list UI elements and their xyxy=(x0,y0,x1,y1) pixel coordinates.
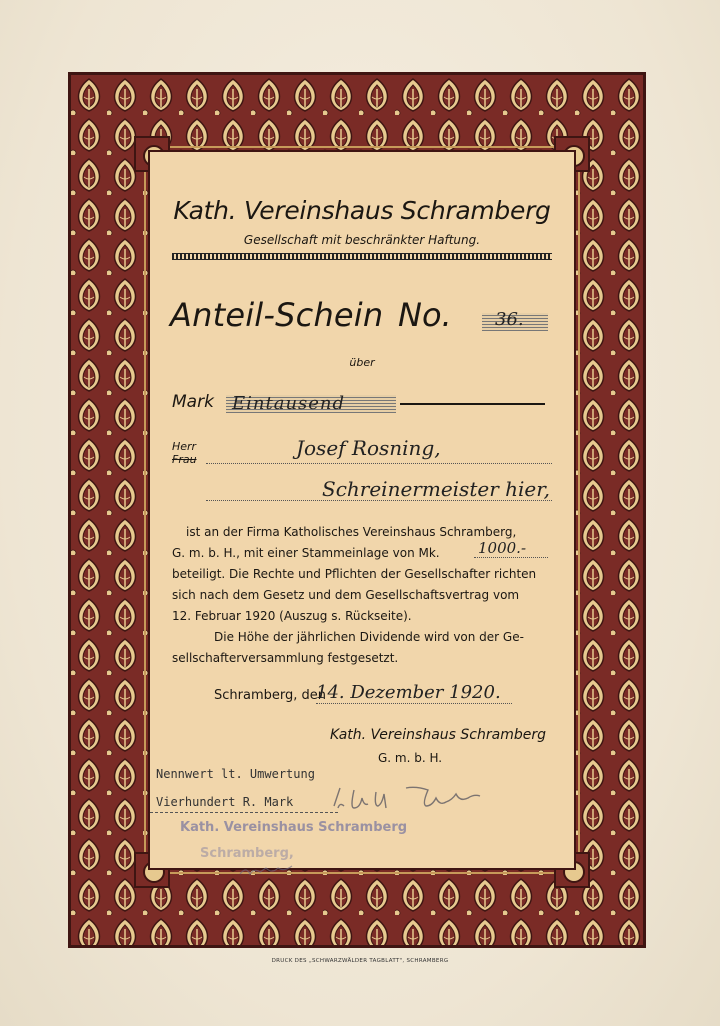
number-label: No. xyxy=(398,296,452,334)
certificate-heading: Anteil-Schein xyxy=(170,296,384,334)
printer-imprint: DRUCK DES „SCHWARZWÄLDER TAGBLATT", SCHRAMBERG xyxy=(271,958,449,964)
certificate-number: 36. xyxy=(495,309,524,330)
title-rule xyxy=(172,253,552,260)
revaluation-rule xyxy=(150,812,338,813)
body-line-5: 12. Februar 1920 (Auszug s. Rückseite). xyxy=(172,609,412,623)
holder-name: Josef Rosning, xyxy=(296,436,441,460)
mark-label: Mark xyxy=(172,392,214,412)
legal-form: Gesellschaft mit beschränkter Haftung. xyxy=(243,233,481,247)
holder-occupation: Schreinermeister hier, xyxy=(322,477,550,501)
body-line-3: beteiligt. Die Rechte und Pflichten der Gesellschafter richten xyxy=(172,567,537,581)
stammeinlage-amount: 1000.- xyxy=(478,539,527,557)
frau-label: Frau xyxy=(172,453,197,466)
mark-amount-words: Eintausend xyxy=(232,393,346,414)
body-line-6: Die Höhe der jährlichen Dividende wird von der Ge- xyxy=(214,630,524,644)
body-line-2: G. m. b. H., mit einer Stammeinlage von Mk. xyxy=(172,546,440,560)
stamp-line-2: Schramberg, xyxy=(200,846,294,861)
herr-label: Herr xyxy=(172,440,197,453)
body-line-1: ist an der Firma Katholisches Vereinshaus Schramberg, xyxy=(186,525,517,539)
signature-company: Kath. Vereinshaus Schramberg xyxy=(330,727,546,743)
company-title: Kath. Vereinshaus Schramberg xyxy=(173,196,551,225)
amount-dotted-line xyxy=(474,557,548,558)
revaluation-line-2: Vierhundert R. Mark xyxy=(156,795,294,809)
issue-date: 14. Dezember 1920. xyxy=(316,682,501,703)
holder-dotted-line xyxy=(206,463,552,464)
date-dotted-line xyxy=(316,703,512,704)
body-line-4: sich nach dem Gesetz und dem Gesellschaftsvertrag vom xyxy=(172,588,520,602)
handwritten-signature xyxy=(326,780,526,820)
body-line-7: sellschafterversammlung festgesetzt. xyxy=(172,651,399,665)
stamp-scribble xyxy=(236,862,326,880)
signature-gmbh: G. m. b. H. xyxy=(378,751,443,765)
revaluation-line-1: Nennwert lt. Umwertung xyxy=(156,767,315,781)
ueber-label: über xyxy=(349,356,375,369)
stamp-line-1: Kath. Vereinshaus Schramberg xyxy=(180,820,408,835)
mark-line xyxy=(400,403,545,405)
place-label: Schramberg, den xyxy=(214,688,326,703)
